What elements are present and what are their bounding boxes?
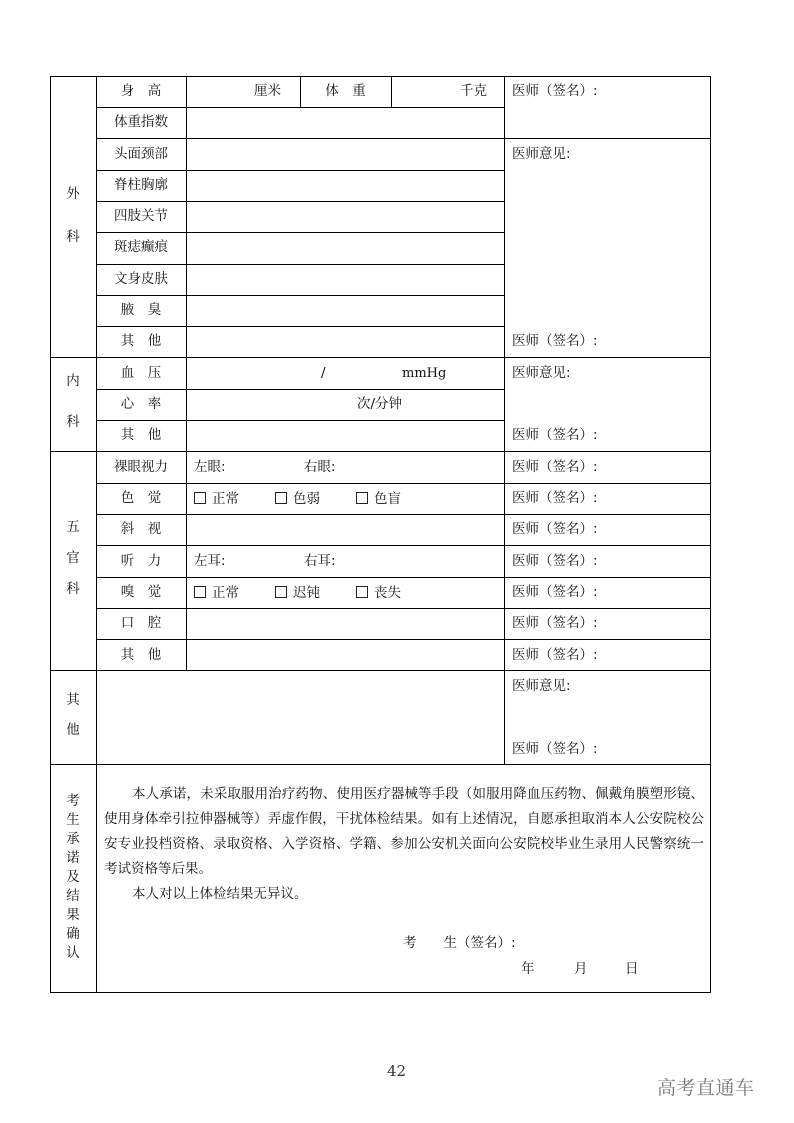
row-label-heart-rate: 心 率 (120, 396, 162, 412)
row-divider (96, 483, 711, 484)
row-label-other: 其 他 (120, 647, 162, 663)
ent-other-input[interactable] (188, 641, 502, 669)
checkbox-icon[interactable] (194, 586, 206, 598)
doctor-signature-label: 医师（签名）: (512, 490, 598, 506)
doctor-signature-label: 医师（签名）: (512, 647, 598, 663)
right-ear-label: 右耳: (304, 553, 336, 569)
hr-unit: 次/分钟 (357, 396, 403, 412)
category-label: 考 (66, 793, 80, 809)
category-label: 果 (66, 907, 80, 923)
row-label-vision: 裸眼视力 (114, 459, 168, 475)
smell-dull-option[interactable]: 迟钝 (275, 586, 320, 601)
checkbox-icon[interactable] (356, 492, 368, 504)
bmi-input[interactable] (188, 109, 502, 137)
row-label-height: 身 高 (120, 83, 162, 99)
doctor-signature-label: 医师（签名）: (512, 615, 598, 631)
internal-other-input[interactable] (188, 422, 502, 450)
section-divider (50, 764, 711, 765)
doctor-signature-label: 医师（签名）: (512, 427, 598, 443)
height-unit: 厘米 (254, 83, 281, 99)
head-neck-input[interactable] (188, 140, 502, 169)
row-divider (96, 545, 711, 546)
surgery-other-input[interactable] (188, 328, 502, 356)
right-eye-input[interactable] (342, 455, 482, 479)
height-input[interactable] (188, 78, 252, 106)
row-label-smell: 嗅 觉 (120, 584, 162, 600)
checkbox-icon[interactable] (275, 586, 287, 598)
other-findings-input[interactable] (98, 672, 502, 762)
checkbox-icon[interactable] (356, 586, 368, 598)
date-month-label: 月 (574, 961, 588, 977)
row-label-tattoo-skin: 文身皮肤 (114, 271, 168, 287)
doctor-signature-label: 医师（签名）: (512, 521, 598, 537)
left-eye-label: 左眼: (194, 459, 226, 475)
category-label: 五 (66, 519, 80, 535)
spine-chest-input[interactable] (188, 172, 502, 200)
content-col-divider (504, 76, 505, 765)
bp-slash: / (321, 365, 326, 381)
doctor-signature-label: 医师（签名）: (512, 584, 598, 600)
row-label-oral: 口 腔 (120, 615, 162, 631)
border-top (50, 76, 711, 77)
candidate-signature-label: 考 生（签名）: (403, 935, 516, 951)
row-label-color-vision: 色 觉 (120, 490, 162, 506)
weight-input[interactable] (393, 78, 457, 106)
heart-rate-input[interactable] (188, 391, 502, 419)
doctor-opinion-label: 医师意见: (512, 146, 571, 162)
doctor-signature-label: 医师（签名）: (512, 333, 598, 349)
category-label: 生 (66, 812, 80, 828)
row-label-head-neck: 头面颈部 (114, 146, 168, 162)
page-number: 42 (387, 1062, 407, 1080)
moles-scars-input[interactable] (188, 234, 502, 263)
category-label: 科 (66, 414, 80, 430)
section-divider (50, 451, 711, 452)
oral-input[interactable] (188, 610, 502, 638)
row-label-other: 其 他 (120, 427, 162, 443)
category-label: 诺 (66, 850, 80, 866)
weight-label: 体 重 (325, 83, 366, 99)
pledge-paragraph: 本人承诺，未采取服用治疗药物、使用医疗器械等手段（如服用降血压药物、佩戴角膜塑形镜、使用身体牵引拉伸器械等）弄虚作假，干扰体检结果。如有上述情况，自愿承担取消本人公安院校公安专业投档资格、录取资格、入学资格、学籍、参加公安机关面向公安院校毕业生录用人民警察统一考试资格等后果。 (104, 786, 704, 877)
candidate-signature-input[interactable] (522, 930, 682, 954)
row-label-bmi: 体重指数 (114, 114, 168, 130)
category-label: 科 (66, 229, 80, 245)
strabismus-input[interactable] (188, 516, 502, 544)
right-eye-label: 右眼: (304, 459, 336, 475)
watermark: 高考直通车 (657, 1077, 755, 1099)
category-label: 内 (66, 373, 80, 389)
category-label: 确 (66, 926, 80, 942)
body-odor-input[interactable] (188, 297, 502, 325)
doctor-signature-label: 医师（签名）: (512, 459, 598, 475)
row-label-blood-pressure: 血 压 (120, 365, 162, 381)
category-label: 他 (66, 722, 80, 738)
color-vision-blind-option[interactable]: 色盲 (356, 492, 401, 507)
left-ear-label: 左耳: (194, 553, 226, 569)
border-bottom (50, 992, 711, 993)
border-right (710, 76, 711, 993)
row-label-limbs-joints: 四肢关节 (114, 208, 168, 224)
bp-unit: mmHg (402, 366, 447, 381)
date-day-label: 日 (625, 961, 639, 977)
category-label: 其 (66, 692, 80, 708)
weight-unit: 千克 (460, 83, 487, 99)
smell-normal-option[interactable]: 正常 (194, 586, 239, 601)
right-ear-input[interactable] (342, 549, 482, 573)
left-eye-input[interactable] (232, 455, 298, 479)
row-label-hearing: 听 力 (120, 553, 162, 569)
checkbox-icon[interactable] (194, 492, 206, 504)
row-label-spine-chest: 脊柱胸廓 (114, 177, 168, 193)
category-label: 结 (66, 888, 80, 904)
category-label: 外 (66, 186, 80, 202)
row-divider (96, 577, 711, 578)
limbs-joints-input[interactable] (188, 203, 502, 231)
color-vision-weak-option[interactable]: 色弱 (275, 492, 320, 507)
doctor-opinion-label: 医师意见: (512, 678, 571, 694)
category-label: 认 (66, 945, 80, 961)
category-label: 科 (66, 581, 80, 597)
doctor-signature-label: 医师（签名）: (512, 553, 598, 569)
category-label: 官 (66, 550, 80, 566)
date-year-label: 年 (521, 961, 535, 977)
row-label-strabismus: 斜 视 (120, 521, 162, 537)
color-vision-normal-option[interactable]: 正常 (194, 492, 239, 507)
doctor-opinion-label: 医师意见: (512, 365, 571, 381)
row-label-other: 其 他 (120, 333, 162, 349)
row-label-moles-scars: 斑痣癫痕 (114, 239, 168, 255)
blood-pressure-input[interactable] (188, 359, 502, 388)
no-objection-statement: 本人对以上体检结果无异议。 (132, 886, 308, 902)
doctor-signature-label: 医师（签名）: (512, 83, 598, 99)
category-label: 承 (66, 831, 80, 847)
checkbox-icon[interactable] (275, 492, 287, 504)
left-ear-input[interactable] (232, 549, 298, 573)
smell-lost-option[interactable]: 丧失 (356, 586, 401, 601)
category-label: 及 (66, 869, 80, 885)
doctor-signature-label: 医师（签名）: (512, 741, 598, 757)
tattoo-skin-input[interactable] (188, 266, 502, 294)
row-label-body-odor: 腋 臭 (120, 302, 162, 318)
